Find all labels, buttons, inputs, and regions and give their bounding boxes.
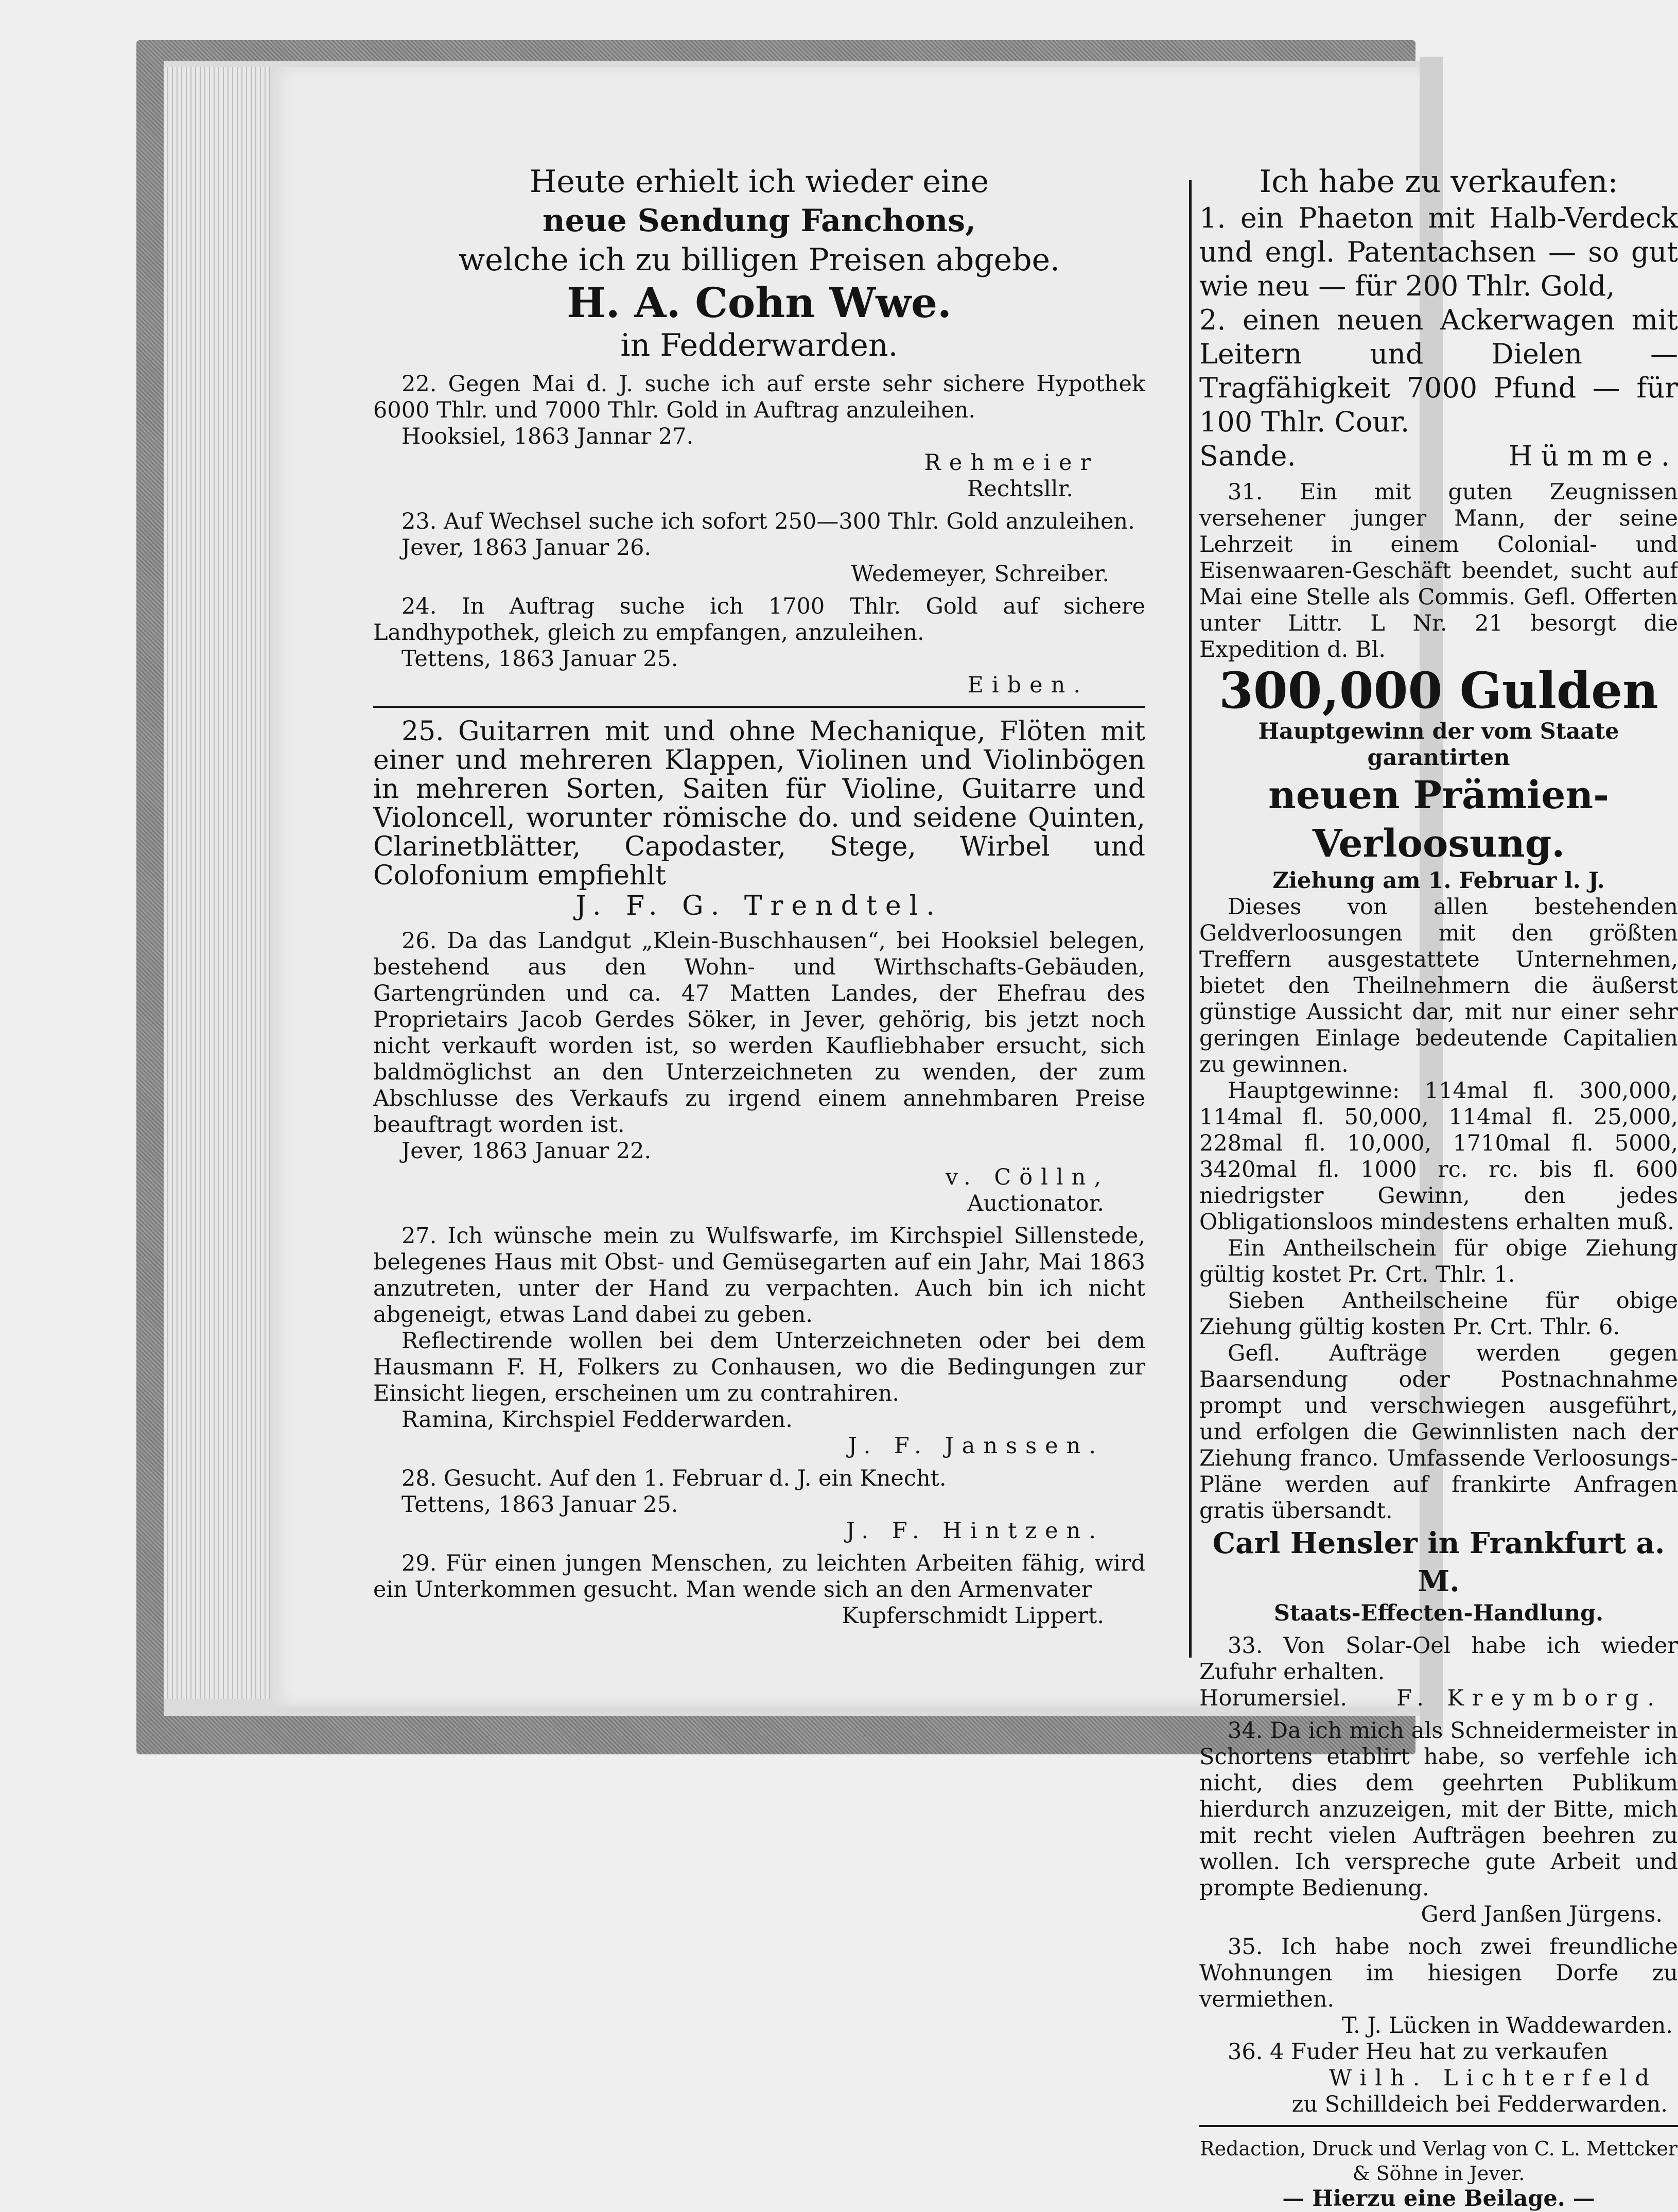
lottery-text3: Ein Antheilschein für obige Ziehung gültig kostet Pr. Crt. Thlr. 1. (1199, 1235, 1678, 1287)
ad-25-text: 25. Guitarren mit und ohne Mechanique, Flöten mit einer und mehreren Klappen, Violinen und Violinbögen in mehreren Sorten, Saiten für Violine, Guitarre und Violoncell, worunter römische do. und seidene Quinten, Clarinetblätter, Capodaster, Stege, Wirbel und Colofonium empfiehlt (373, 716, 1145, 891)
ad-30-place: Sande. (1199, 440, 1296, 472)
lottery-firm: Carl Hensler in Frankfurt a. M. (1212, 1526, 1665, 1598)
newspaper-page (270, 67, 1678, 2211)
ad-27-text1: 27. Ich wünsche mein zu Wulfswarfe, im Kirchspiel Sillenstede, belegenes Haus mit Obst- und Gemüsegarten auf ein Jahr, Mai 1863 anzutreten, unter der Hand zu verpachten. Auch bin ich nicht abgeneigt, etwas Land dabei zu geben. (373, 1223, 1145, 1328)
ad-26-date: Jever, 1863 Januar 22. (401, 1138, 652, 1164)
ad-24-date: Tettens, 1863 Januar 25. (401, 646, 678, 672)
ad-33-name: F. Kreymborg. (1396, 1685, 1663, 1711)
fanchon-line3: welche ich zu billigen Preisen abgebe. (458, 242, 1060, 278)
ad-26-title: Auctionator. (967, 1191, 1104, 1216)
ad-28-name: J. F. Hintzen. (846, 1518, 1104, 1544)
ad-33-sign (1199, 1685, 1678, 1712)
supplement-note: — Hierzu eine Beilage. — (1282, 2186, 1595, 2211)
ad-34-name: Gerd Janßen Jürgens. (1421, 1902, 1663, 1927)
ad-30-item1: 1. ein Phaeton mit Halb-Verdeck und engl. Patentachsen — so gut wie neu — für 200 Thlr. Gold, (1199, 202, 1678, 302)
right-column (1199, 162, 1678, 2212)
imprint: Redaction, Druck und Verlag von C. L. Mettcker & Söhne in Jever. (1199, 2137, 1678, 2185)
ad-30-sign (1199, 439, 1678, 473)
fanchon-place: in Fedderwarden. (620, 327, 898, 363)
lottery-draw: Ziehung am 1. Februar l. J. (1272, 868, 1605, 894)
ad-31-text: 31. Ein mit guten Zeugnissen versehener junger Mann, der seine Lehrzeit in einem Colonial- und Eisenwaaren-Geschäft beendet, sucht auf Mai eine Stelle als Commis. Gefl. Offerten unter Littr. L Nr. 21 besorgt die Expedition d. Bl. (1199, 479, 1678, 663)
ad-26-text: 26. Da das Landgut „Klein-Buschhausen“, bei Hooksiel belegen, bestehend aus den Wohn- und Wirthschafts-Gebäuden, Gartengründen und ca. 47 Matten Landes, der Ehefrau des Proprietairs Jacob Gerdes Söker, in Jever, gehörig, bis jetzt noch nicht verkauft worden ist, so werden Kaufliebhaber ersucht, sich baldmöglichst an den Unterzeichneten zu wenden, der zum Abschlusse des Verkaufs zu irgend einem annehmbaren Preise beauftragt worden ist. (373, 928, 1145, 1138)
left-column (373, 162, 1145, 1629)
separator-rule (373, 706, 1145, 708)
ad-25-name: J. F. G. Trendtel. (575, 891, 943, 921)
column-rule (1189, 180, 1192, 1658)
page-edges (164, 67, 272, 1699)
ad-29-text: 29. Für einen jungen Menschen, zu leichten Arbeiten fähig, wird ein Unterkommen gesucht. Man wende sich an den Armenvater (373, 1551, 1145, 1603)
lottery-title: neuen Prämien-Verloosung. (1268, 773, 1609, 866)
ad-23-sign: Wedemeyer, Schreiber. (851, 561, 1109, 587)
lottery-sub: Hauptgewinn der vom Staate garantirten (1258, 719, 1619, 771)
ad-28-date: Tettens, 1863 Januar 25. (401, 1492, 678, 1518)
ad-29-name: Kupferschmidt Lippert. (842, 1603, 1104, 1629)
ad-26-name: v. Cölln, (945, 1164, 1109, 1190)
imprint-rule (1199, 2125, 1678, 2127)
ad-22-date: Hooksiel, 1863 Jannar 27. (401, 424, 694, 449)
ad-30-name: Hümme. (1508, 440, 1678, 472)
ad-27-name: J. F. Janssen. (848, 1433, 1104, 1459)
ad-24-name: Eiben. (967, 672, 1089, 698)
lottery-text2: Hauptgewinne: 114mal fl. 300,000, 114mal fl. 50,000, 114mal fl. 25,000, 228mal fl. 10,000, 1710mal fl. 5000, 3420mal fl. 1000 rc. rc. bis fl. 600 niedrigster Gewinn, den jedes Obligationsloos mindestens erhalten muß. (1199, 1078, 1678, 1235)
ad-35-name: T. J. Lücken in Waddewarden. (1341, 2013, 1673, 2039)
ad-36-text: 36. 4 Fuder Heu hat zu verkaufen (1228, 2039, 1609, 2065)
fanchon-line1: Heute erhielt ich wieder eine (529, 164, 989, 200)
ad-27-text2: Reflectirende wollen bei dem Unterzeichneten oder bei dem Hausmann F. H, Folkers zu Conhausen, wo die Bedingungen zur Einsicht liegen, erscheinen um zu contrahiren. (373, 1328, 1145, 1406)
lottery-text5: Gefl. Aufträge werden gegen Baarsendung oder Postnachnahme prompt und verschwiegen ausgeführt, und erfolgen die Gewinnlisten nach der Ziehung franco. Umfassende Verloosungs-Pläne werden auf frankirte Anfragen gratis übersandt. (1199, 1340, 1678, 1524)
ad-28-text: 28. Gesucht. Auf den 1. Februar d. J. ein Knecht. (401, 1466, 947, 1491)
fanchon-name: H. A. Cohn Wwe. (567, 278, 952, 327)
lottery-text4: Sieben Antheilscheine für obige Ziehung gültig kosten Pr. Crt. Thlr. 6. (1199, 1288, 1678, 1340)
fanchon-line2: neue Sendung Fanchons, (543, 203, 976, 239)
ad-33-text: 33. Von Solar-Oel habe ich wieder Zufuhr erhalten. (1199, 1633, 1678, 1685)
ad-22-text: 22. Gegen Mai d. J. suche ich auf erste sehr sichere Hypothek 6000 Thlr. und 7000 Thlr. Gold in Auftrag anzuleihen. (373, 371, 1145, 423)
ad-23-text: 23. Auf Wechsel suche ich sofort 250—300 Thlr. Gold anzuleihen. (401, 509, 1135, 534)
ad-22-title: Rechtsllr. (967, 476, 1073, 502)
lottery-text1: Dieses von allen bestehenden Geldverloosungen mit den größten Treffern ausgestattete Unternehmen, bietet den Theilnehmern die äußerst günstige Aussicht dar, mit nur einer sehr geringen Einlage bedeutende Capitalien zu gewinnen. (1199, 894, 1678, 1077)
ad-35-text: 35. Ich habe noch zwei freundliche Wohnungen im hiesigen Dorfe zu vermiethen. (1199, 1934, 1678, 2012)
ad-30-head: Ich habe zu verkaufen: (1259, 164, 1618, 200)
ad-30-item2: 2. einen neuen Ackerwagen mit Leitern und Dielen — Tragfähigkeit 7000 Pfund — für 100 Thlr. Cour. (1199, 304, 1678, 438)
lottery-amount: 300,000 Gulden (1219, 661, 1658, 720)
ad-22-name: Rehmeier (924, 450, 1099, 476)
ad-23-date: Jever, 1863 Januar 26. (401, 535, 652, 561)
ad-36-name: Wilh. Lichterfeld (1329, 2065, 1657, 2091)
ad-34-text: 34. Da ich mich als Schneidermeister in Schortens etablirt habe, so verfehle ich nicht, dies dem geehrten Publikum hierdurch anzuzeigen, mit der Bitte, mich mit recht vielen Aufträgen beehren zu wollen. Ich verspreche gute Arbeit und prompte Bedienung. (1199, 1718, 1678, 1901)
ad-33-place: Horumersiel. (1199, 1685, 1348, 1711)
ad-36-place: zu Schilldeich bei Fedderwarden. (1291, 2092, 1668, 2117)
ad-24-text: 24. In Auftrag suche ich 1700 Thlr. Gold auf sichere Landhypothek, gleich zu empfangen, anzuleihen. (373, 594, 1145, 646)
lottery-firm-sub: Staats-Effecten-Handlung. (1273, 1600, 1604, 1626)
ad-27-date: Ramina, Kirchspiel Fedderwarden. (401, 1407, 793, 1433)
